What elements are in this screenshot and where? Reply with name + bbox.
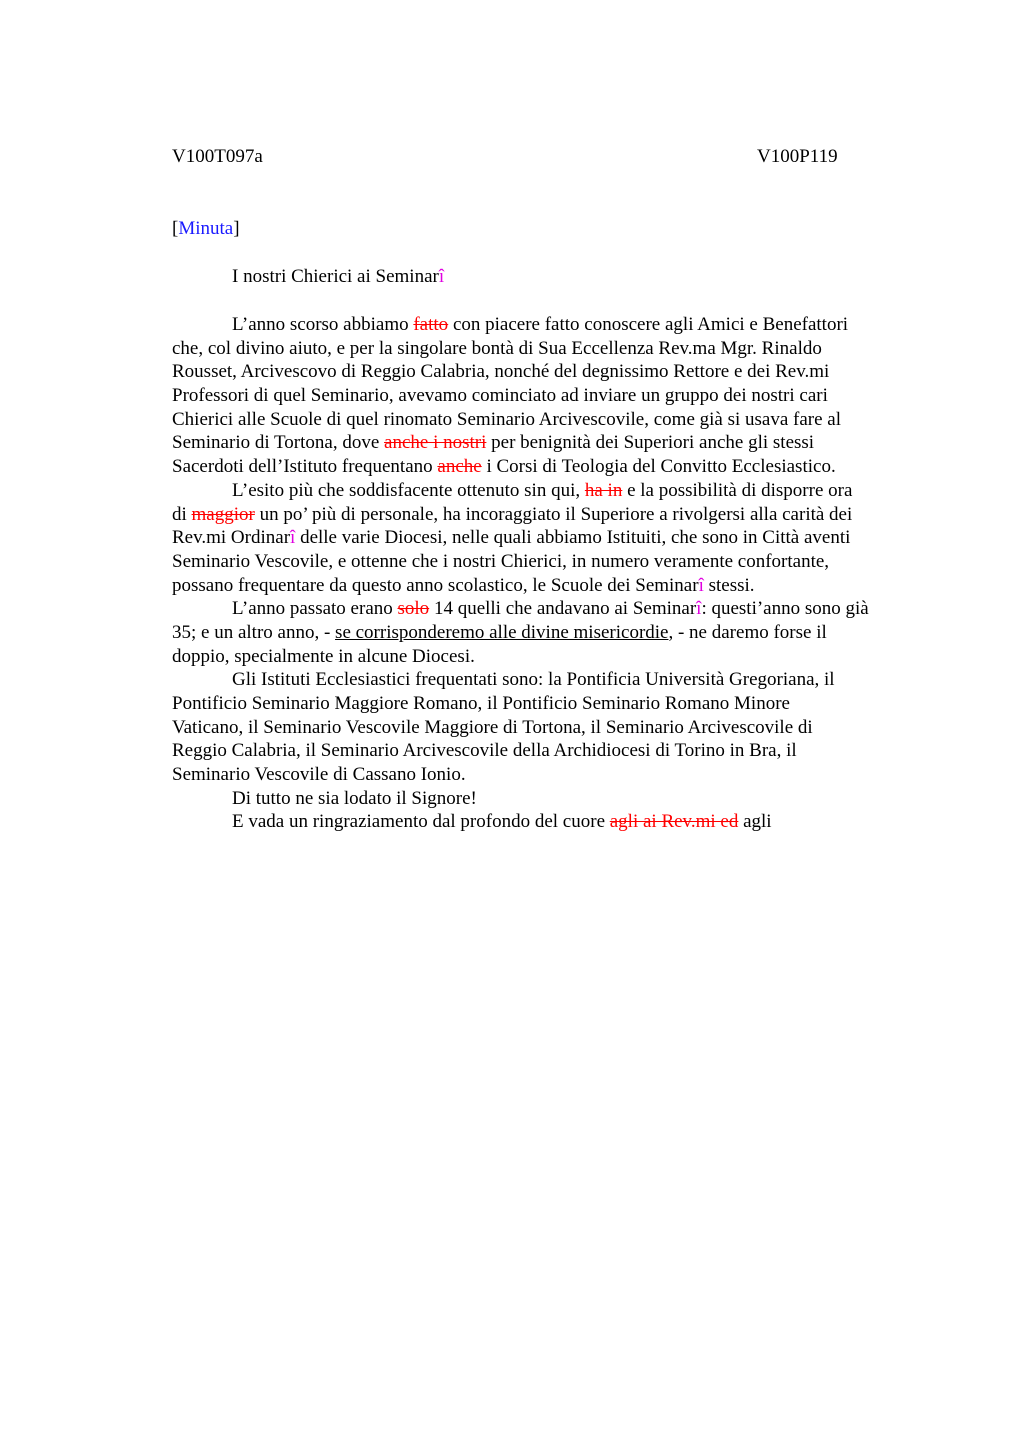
text-run: L’esito più che soddisfacente ottenuto sin qui,	[232, 479, 585, 501]
text-run: e la possibilità di disporre ora	[622, 479, 853, 501]
text-run: i Corsi di Teologia del Convitto Ecclesiastico.	[481, 456, 836, 478]
text-run: un po’ più di personale, ha incoraggiato il Superiore a rivolgersi alla carità dei	[254, 503, 853, 525]
text-run: : questi’anno sono già	[701, 598, 869, 620]
text-run: Sacerdoti dell’Istituto frequentano	[172, 456, 438, 478]
text-run: possano frequentare da questo anno scolastico, le Scuole dei Seminar	[172, 574, 699, 596]
text-line: Seminario Vescovile di Cassano Ionio.	[172, 764, 466, 786]
text-line	[172, 431, 952, 455]
text-line: Gli Istituti Ecclesiastici frequentati sono: la Pontificia Università Gregoriana, il	[232, 669, 835, 691]
body-text	[172, 313, 952, 834]
text-run: agli	[738, 811, 772, 833]
text-run: L’anno passato erano	[232, 598, 398, 620]
text-line: Reggio Calabria, il Seminario Arcivescovile della Archidiocesi di Torino in Bra, il	[172, 740, 797, 762]
text-line	[172, 574, 952, 598]
text-run: con piacere fatto conoscere agli Amici e Benefattori	[448, 314, 849, 335]
text-run: L’anno scorso abbiamo	[232, 314, 414, 335]
deleted-text: anche i nostri	[384, 432, 487, 454]
deleted-text: ha in	[584, 479, 623, 501]
text-run: stessi.	[703, 574, 755, 596]
accent-mark: î	[290, 527, 296, 549]
text-run: per benignità dei Superiori anche gli stessi	[486, 432, 815, 454]
deleted-text: fatto	[413, 314, 449, 335]
text-line	[172, 810, 952, 834]
text-line: Chierici alle Scuole di quel rinomato Seminario Arcivescovile, come già si usava fare al	[172, 408, 842, 430]
underlined-text: se corrisponderemo alle divine misericordie	[335, 621, 669, 643]
bracket-close: ]	[233, 218, 240, 239]
minuta-label	[172, 218, 240, 240]
deleted-text: solo	[397, 598, 430, 620]
text-line: doppio, specialmente in alcune Diocesi.	[172, 645, 475, 667]
deleted-text: anche	[437, 456, 482, 478]
text-run: 14 quelli che andavano ai Seminar	[429, 598, 697, 620]
document-code-right: V100P119	[757, 146, 838, 167]
text-line: Vaticano, il Seminario Vescovile Maggiore di Tortona, il Seminario Arcivescovile di	[172, 716, 813, 738]
text-line: Seminario Vescovile, e ottenne che i nostri Chierici, in numero veramente confortante,	[172, 550, 830, 572]
text-line	[172, 503, 952, 527]
text-run: E vada un ringraziamento dal profondo del cuore	[232, 811, 610, 833]
accent-mark: î	[696, 598, 702, 620]
deleted-text: agli ai Rev.mi ed	[609, 811, 739, 833]
text-line	[172, 621, 952, 645]
text-line: Professori di quel Seminario, avevamo cominciato ad inviare un gruppo dei nostri cari	[172, 385, 828, 407]
text-line	[172, 455, 952, 479]
text-run: delle varie Diocesi, nelle quali abbiamo Istituiti, che sono in Città aventi	[295, 527, 851, 549]
text-run: , - ne daremo forse il	[668, 621, 827, 643]
text-line: Pontificio Seminario Maggiore Romano, il Pontificio Seminario Romano Minore	[172, 693, 790, 714]
document-code-left: V100T097a	[172, 146, 263, 167]
title-text: I nostri Chierici ai Seminar	[232, 266, 439, 287]
bracket-open: [	[172, 218, 179, 239]
text-line: che, col divino aiuto, e per la singolare bontà di Sua Eccellenza Rev.ma Mgr. Rinaldo	[172, 337, 822, 359]
text-run: di	[172, 503, 192, 525]
deleted-text: maggior	[191, 503, 255, 525]
text-run: 35; e un altro anno, -	[172, 621, 336, 643]
text-line: Di tutto ne sia lodato il Signore!	[232, 787, 477, 809]
document-title	[232, 266, 444, 288]
title-accent: î	[438, 266, 445, 287]
text-line	[172, 597, 952, 621]
text-run: Rev.mi Ordinar	[172, 527, 291, 549]
minuta-word: Minuta	[178, 218, 234, 239]
text-line	[172, 526, 952, 550]
text-line	[172, 313, 952, 337]
accent-mark: î	[698, 574, 704, 596]
text-line	[172, 479, 952, 503]
text-line: Rousset, Arcivescovo di Reggio Calabria, nonché del degnissimo Rettore e dei Rev.mi	[172, 361, 830, 383]
text-run: Seminario di Tortona, dove	[172, 432, 385, 454]
